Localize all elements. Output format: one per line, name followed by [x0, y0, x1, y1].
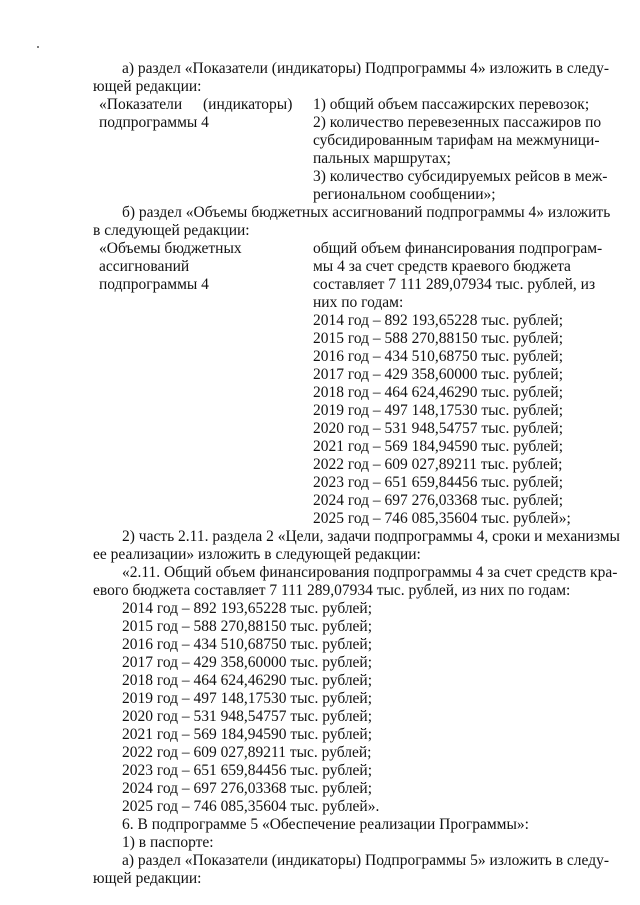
indicator-3-line-2: региональном сообщении»;	[313, 186, 496, 203]
indicator-3-line-1: 3) количество субсидируемых рейсов в меж-	[313, 168, 608, 185]
indicator-2-line-2: субсидированным тарифам на межмуници-	[313, 132, 600, 149]
budget-label-2: ассигнований	[99, 258, 190, 275]
budget-year-2021: 2021 год – 569 184,94590 тыс. рублей;	[313, 438, 564, 455]
budget-year-2024: 2024 год – 697 276,03368 тыс. рублей;	[313, 492, 564, 509]
part2-year-2022: 2022 год – 609 027,89211 тыс. рублей;	[122, 744, 372, 761]
indicator-2-line-1: 2) количество перевезенных пассажиров по	[313, 114, 602, 131]
part2-line-2: ее реализации» изложить в следующей редакции:	[93, 546, 421, 563]
indicator-1: 1) общий объем пассажирских перевозок;	[313, 96, 590, 113]
part2-year-2023: 2023 год – 651 659,84456 тыс. рублей;	[122, 762, 373, 779]
budget-year-2018: 2018 год – 464 624,46290 тыс. рублей;	[313, 384, 564, 401]
budget-year-2014: 2014 год – 892 193,65228 тыс. рублей;	[313, 312, 564, 329]
budget-text-2: мы 4 за счет средств краевого бюджета	[313, 258, 571, 275]
section6-intro-line-2: ющей редакции:	[93, 870, 202, 887]
section-b-intro-line-2: в следующей редакции:	[93, 222, 250, 239]
budget-year-2022: 2022 год – 609 027,89211 тыс. рублей;	[313, 456, 563, 473]
indicators-label-1: «Показатели	[99, 96, 183, 113]
budget-year-2015: 2015 год – 588 270,88150 тыс. рублей;	[313, 330, 564, 347]
budget-year-2019: 2019 год – 497 148,17530 тыс. рублей;	[313, 402, 564, 419]
part2-year-2014: 2014 год – 892 193,65228 тыс. рублей;	[122, 600, 373, 617]
indicators-label-1b: (индикаторы)	[203, 96, 293, 113]
budget-text-1: общий объем финансирования подпрограм-	[313, 240, 603, 257]
budget-text-3: составляет 7 111 289,07934 тыс. рублей, из	[313, 276, 596, 293]
budget-year-2017: 2017 год – 429 358,60000 тыс. рублей;	[313, 366, 564, 383]
section6-heading: 6. В подпрограмме 5 «Обеспечение реализации Программы»:	[122, 816, 529, 833]
part2-year-2025: 2025 год – 746 085,35604 тыс. рублей».	[122, 798, 380, 815]
budget-label-3: подпрограммы 4	[99, 276, 209, 293]
part2-quote-line-1: «2.11. Общий объем финансирования подпрограммы 4 за счет средств кра-	[122, 564, 618, 581]
part2-year-2018: 2018 год – 464 624,46290 тыс. рублей;	[122, 672, 373, 689]
part2-year-2017: 2017 год – 429 358,60000 тыс. рублей;	[122, 654, 373, 671]
part2-year-2019: 2019 год – 497 148,17530 тыс. рублей;	[122, 690, 373, 707]
part2-year-2020: 2020 год – 531 948,54757 тыс. рублей;	[122, 708, 373, 725]
budget-text-4: них по годам:	[313, 294, 404, 311]
scan-speck	[37, 46, 39, 48]
budget-year-2025: 2025 год – 746 085,35604 тыс. рублей»;	[313, 510, 571, 527]
budget-label-1: «Объемы бюджетных	[99, 240, 242, 257]
budget-year-2020: 2020 год – 531 948,54757 тыс. рублей;	[313, 420, 564, 437]
indicator-2-line-3: пальных маршрутах;	[313, 150, 451, 167]
part2-year-2016: 2016 год – 434 510,68750 тыс. рублей;	[122, 636, 373, 653]
section-b-intro-line-1: б) раздел «Объемы бюджетных ассигнований подпрограммы 4» изложить	[122, 204, 611, 221]
budget-year-2023: 2023 год – 651 659,84456 тыс. рублей;	[313, 474, 564, 491]
part2-year-2021: 2021 год – 569 184,94590 тыс. рублей;	[122, 726, 373, 743]
budget-year-2016: 2016 год – 434 510,68750 тыс. рублей;	[313, 348, 564, 365]
section6-passport: 1) в паспорте:	[122, 834, 214, 851]
part2-year-2024: 2024 год – 697 276,03368 тыс. рублей;	[122, 780, 373, 797]
section-a-intro-line-2: ющей редакции:	[93, 78, 202, 95]
section6-intro-line-1: а) раздел «Показатели (индикаторы) Подпрограммы 5» изложить в следу-	[122, 852, 609, 869]
part2-line-1: 2) часть 2.11. раздела 2 «Цели, задачи подпрограммы 4, сроки и механизмы	[122, 528, 620, 545]
section-a-intro-line-1: а) раздел «Показатели (индикаторы) Подпрограммы 4» изложить в следу-	[122, 60, 609, 77]
indicators-label-2: подпрограммы 4	[99, 114, 209, 131]
part2-quote-line-2: евого бюджета составляет 7 111 289,07934 тыс. рублей, из них по годам:	[93, 582, 571, 599]
part2-year-2015: 2015 год – 588 270,88150 тыс. рублей;	[122, 618, 373, 635]
